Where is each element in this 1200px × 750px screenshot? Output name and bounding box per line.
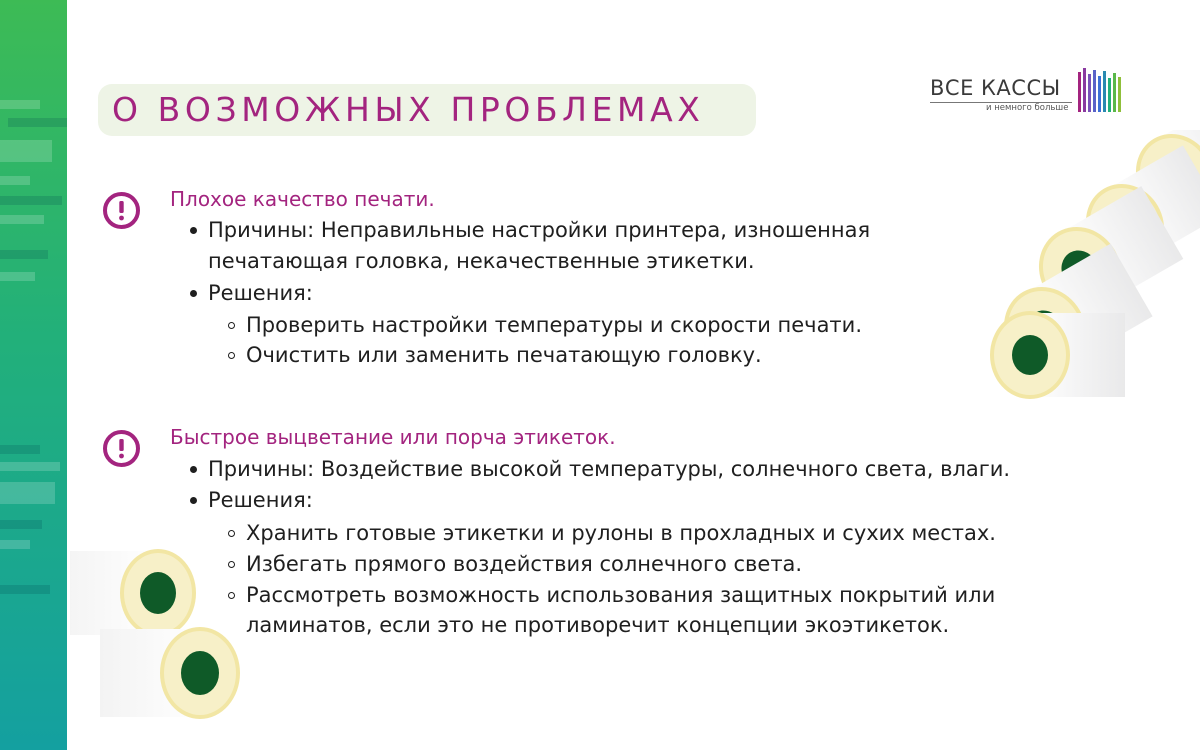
exclamation-circle-icon [103,430,140,467]
logo-tagline: и немного больше [986,103,1069,113]
causes-text: Причины: Воздействие высокой температуры, солнечного света, влаги. [208,457,1011,481]
glitch-stripe [8,118,67,127]
causes-text: Причины: Неправильные настройки принтера, изношенная [208,218,871,242]
solution-item-continued: ламинатов, если это не противоречит концепции экоэтикеток. [246,613,950,637]
causes-text-continued: печатающая головка, некачественные этикетки. [208,249,755,273]
solutions-label: Решения: [208,488,313,512]
sub-bullet [228,322,235,329]
glitch-stripe [0,540,30,549]
side-gradient-bar [0,0,67,750]
label-rolls-image [985,130,1200,460]
solution-item: Рассмотреть возможность использования защитных покрытий или [246,583,996,607]
glitch-stripe [0,176,30,185]
solution-item: Проверить настройки температуры и скорости печати. [246,313,862,337]
solution-item: Хранить готовые этикетки и рулоны в прохладных и сухих местах. [246,521,996,545]
section-title: Быстрое выцветание или порча этикеток. [170,425,616,449]
glitch-stripe [0,215,44,224]
glitch-stripe [0,445,40,454]
exclamation-circle-icon [103,192,140,229]
section-title: Плохое качество печати. [170,187,435,211]
glitch-stripe [0,520,42,529]
bullet [190,466,197,473]
glitch-stripe [0,462,60,471]
label-rolls-image [70,545,245,750]
brand-logo [928,68,1128,118]
bullet [190,290,197,297]
sub-bullet [228,530,235,537]
glitch-stripe [0,482,55,504]
solution-item: Очистить или заменить печатающую головку. [246,343,762,367]
sub-bullet [228,352,235,359]
glitch-stripe [0,140,52,162]
bullet [190,497,197,504]
glitch-stripe [0,100,40,109]
glitch-stripe [0,196,62,205]
glitch-stripe [0,272,35,281]
logo-bars-icon [1076,68,1126,114]
bullet [190,227,197,234]
solution-item: Избегать прямого воздействия солнечного света. [246,552,803,576]
solutions-label: Решения: [208,281,313,305]
glitch-stripe [0,250,48,259]
glitch-stripe [0,585,50,594]
logo-name: ВСЕ КАССЫ [930,76,1061,100]
page-title: О ВОЗМОЖНЫХ ПРОБЛЕМАХ [112,90,705,129]
